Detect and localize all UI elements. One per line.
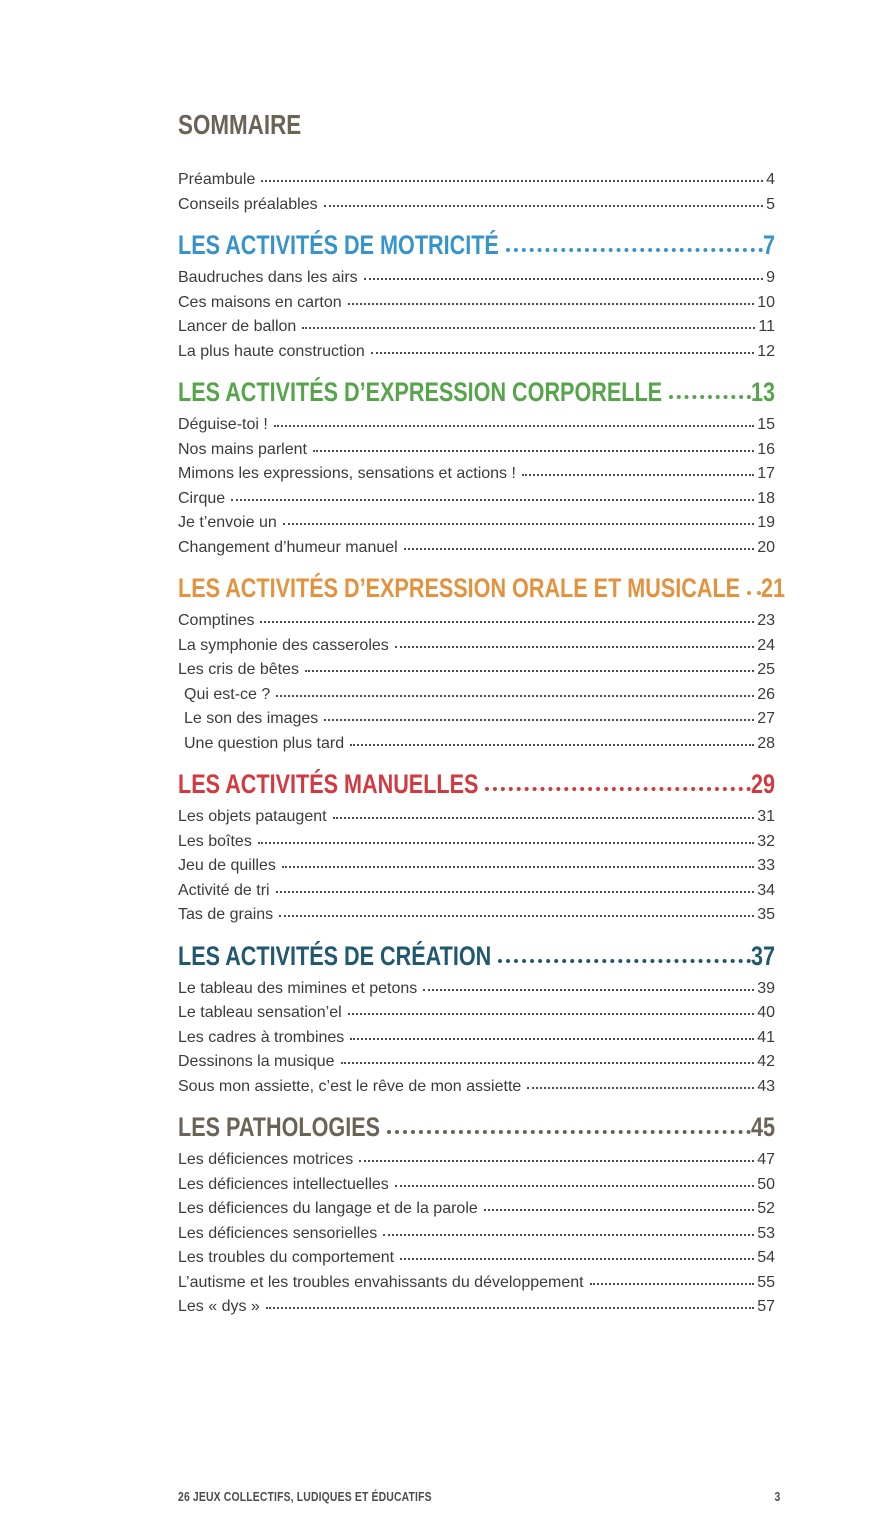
- toc-entry[interactable]: [178, 315, 775, 340]
- toc-entry[interactable]: [178, 1026, 775, 1051]
- dot-leader: [400, 1258, 754, 1260]
- section-page: 13: [750, 377, 775, 407]
- toc-entry[interactable]: [178, 266, 775, 291]
- section-page: 37: [750, 940, 775, 971]
- dot-leader: [669, 395, 751, 399]
- toc-section: [178, 230, 775, 364]
- toc-entry[interactable]: [178, 977, 775, 1002]
- toc-entry[interactable]: [178, 1295, 775, 1320]
- toc-entry-label: Activité de tri: [178, 881, 270, 899]
- dot-leader: [313, 450, 754, 452]
- toc-entry-page: 10: [757, 293, 775, 311]
- toc-entry-label: Nos mains parlent: [178, 440, 307, 458]
- toc-entry-page: 17: [757, 465, 775, 482]
- toc-entry[interactable]: [178, 487, 775, 512]
- toc-entry[interactable]: [178, 1148, 775, 1173]
- page-title: SOMMAIRE: [178, 109, 302, 140]
- section-heading[interactable]: [178, 573, 786, 603]
- toc-entry-label: Jeu de quilles: [178, 857, 276, 874]
- toc-entry[interactable]: [178, 732, 775, 757]
- section-title: LES ACTIVITÉS D’EXPRESSION ORALE ET MUSICALE: [178, 573, 741, 603]
- dot-leader: [283, 523, 754, 525]
- dot-leader: [258, 842, 754, 844]
- dot-leader: [279, 915, 754, 917]
- dot-leader: [383, 1234, 754, 1236]
- toc-entry[interactable]: [178, 1246, 775, 1271]
- section-title: LES ACTIVITÉS DE MOTRICITÉ: [178, 230, 499, 260]
- toc-entry[interactable]: [178, 340, 775, 365]
- toc-entry-label: Préambule: [178, 171, 256, 188]
- toc-entry-label: Comptines: [178, 612, 255, 629]
- toc-entry-label: Qui est-ce ?: [184, 685, 271, 703]
- toc-entry[interactable]: [178, 511, 775, 536]
- toc-section: [178, 941, 775, 1100]
- toc-section: [178, 769, 775, 928]
- toc-entry-page: 33: [757, 857, 775, 874]
- toc-entry[interactable]: [178, 903, 775, 928]
- toc-entry-label: Mimons les expressions, sensations et actions !: [178, 465, 516, 482]
- toc-entry-page: 16: [757, 440, 775, 458]
- dot-leader: [404, 548, 755, 550]
- dot-leader: [260, 621, 754, 623]
- toc-entry[interactable]: [178, 168, 775, 193]
- toc-entry-page: 47: [757, 1151, 775, 1168]
- toc-entry[interactable]: [178, 707, 775, 732]
- toc-section: [178, 377, 775, 560]
- section-page: 7: [762, 230, 775, 260]
- toc-entry-page: 11: [758, 318, 775, 335]
- toc-entry-page: 40: [757, 1004, 775, 1021]
- toc-entry[interactable]: [178, 462, 775, 487]
- toc-entry-page: 5: [766, 195, 775, 213]
- toc-entry-label: Le tableau des mimines et petons: [178, 979, 418, 997]
- dot-leader: [282, 866, 754, 868]
- section-title: LES ACTIVITÉS D’EXPRESSION CORPORELLE: [178, 377, 663, 407]
- toc-entry-page: 23: [757, 612, 775, 629]
- dot-leader: [485, 787, 751, 791]
- toc-entry-page: 31: [757, 808, 775, 825]
- dot-leader: [371, 352, 754, 354]
- dot-leader: [498, 959, 751, 963]
- toc-entry[interactable]: [178, 658, 775, 683]
- toc-entry-label: Ces maisons en carton: [178, 293, 342, 311]
- dot-leader: [364, 278, 763, 280]
- toc-entry[interactable]: [178, 683, 775, 708]
- toc-entry[interactable]: [178, 634, 775, 659]
- section-title: LES ACTIVITÉS DE CRÉATION: [178, 940, 492, 971]
- toc-entry-label: L’autisme et les troubles envahissants du développement: [178, 1273, 584, 1291]
- dot-leader: [747, 591, 761, 595]
- section-heading[interactable]: [178, 769, 775, 799]
- toc-entry-label: Les « dys »: [178, 1298, 260, 1315]
- toc-entry[interactable]: [178, 830, 775, 855]
- dot-leader: [350, 744, 754, 746]
- toc-entry-page: 35: [757, 906, 775, 923]
- dot-leader: [527, 1087, 754, 1089]
- toc-entry[interactable]: [178, 1050, 775, 1075]
- toc-entry-page: 19: [757, 514, 775, 531]
- section-heading[interactable]: [178, 1112, 775, 1142]
- toc-entry-label: La plus haute construction: [178, 342, 365, 360]
- toc-entry-page: 9: [766, 269, 775, 286]
- toc-entry-page: 43: [757, 1077, 775, 1095]
- toc-entry-page: 20: [757, 538, 775, 556]
- toc-entry[interactable]: [178, 1075, 775, 1100]
- toc-entry[interactable]: [178, 1001, 775, 1026]
- dot-leader: [276, 695, 754, 697]
- dot-leader: [266, 1307, 754, 1309]
- toc-entry[interactable]: [178, 291, 775, 316]
- section-page: 21: [761, 573, 786, 603]
- toc-entry-page: 15: [757, 416, 775, 433]
- section-heading[interactable]: [178, 941, 775, 971]
- toc-section: [178, 573, 786, 756]
- toc-entry[interactable]: [178, 1197, 775, 1222]
- toc-entry[interactable]: [178, 1173, 775, 1198]
- toc-section: [178, 1112, 775, 1320]
- section-heading[interactable]: [178, 230, 775, 260]
- toc-entry[interactable]: [178, 1271, 775, 1296]
- dot-leader: [506, 248, 763, 252]
- dot-leader: [348, 303, 755, 305]
- toc-entry-label: Lancer de ballon: [178, 318, 297, 335]
- dot-leader: [324, 719, 754, 721]
- toc-entry-page: 50: [757, 1175, 775, 1193]
- dot-leader: [341, 1062, 755, 1064]
- toc-sections: [178, 230, 786, 1320]
- section-title: LES ACTIVITÉS MANUELLES: [178, 769, 479, 799]
- dot-leader: [261, 180, 763, 182]
- toc-entry-page: 26: [757, 685, 775, 703]
- toc-entry-page: 27: [757, 710, 775, 727]
- toc-entry-label: Les cadres à trombines: [178, 1028, 345, 1046]
- dot-leader: [423, 989, 754, 991]
- dot-leader: [231, 499, 754, 501]
- dot-leader: [522, 474, 754, 476]
- page-footer: [178, 1489, 780, 1504]
- dot-leader: [324, 205, 763, 207]
- toc-entry-label: Conseils préalables: [178, 195, 318, 213]
- section-heading[interactable]: [178, 377, 775, 407]
- footer-page-number: 3: [774, 1489, 780, 1504]
- toc-entry-label: Les déficiences sensorielles: [178, 1224, 378, 1242]
- toc-entry-label: Déguise-toi !: [178, 416, 268, 433]
- toc-entry-page: 55: [757, 1273, 775, 1291]
- toc-entry-label: Tas de grains: [178, 906, 274, 923]
- dot-leader: [302, 327, 755, 329]
- toc-entry-page: 32: [757, 832, 775, 850]
- toc-entry-page: 39: [757, 979, 775, 997]
- toc-entry-label: Cirque: [178, 489, 226, 507]
- toc-entry-label: Je t’envoie un: [178, 514, 277, 531]
- toc-entry[interactable]: [178, 854, 775, 879]
- toc-entry[interactable]: [178, 413, 775, 438]
- toc-entry-page: 4: [766, 171, 775, 188]
- toc-entry-label: Le son des images: [184, 710, 319, 727]
- dot-leader: [359, 1160, 754, 1162]
- dot-leader: [387, 1130, 751, 1134]
- footer-book-title: 26 JEUX COLLECTIFS, LUDIQUES ET ÉDUCATIFS: [178, 1489, 432, 1504]
- toc-entry-page: 42: [757, 1053, 775, 1070]
- toc-entry-page: 12: [757, 342, 775, 360]
- dot-leader: [484, 1209, 754, 1211]
- toc-entry[interactable]: [178, 1222, 775, 1247]
- toc-entry-page: 53: [757, 1224, 775, 1242]
- toc-entry[interactable]: [178, 193, 775, 218]
- dot-leader: [333, 817, 755, 819]
- dot-leader: [590, 1283, 755, 1285]
- front-matter-list: [178, 168, 775, 217]
- toc-entry-page: 41: [757, 1028, 775, 1046]
- toc-entry-label: Les objets pataugent: [178, 808, 327, 825]
- toc-entry-label: Les boîtes: [178, 832, 252, 850]
- toc-entry[interactable]: [178, 536, 775, 561]
- toc-entry-label: Les déficiences intellectuelles: [178, 1175, 389, 1193]
- toc-entry-label: Sous mon assiette, c’est le rêve de mon assiette: [178, 1077, 522, 1095]
- toc-entry-page: 34: [757, 881, 775, 899]
- dot-leader: [350, 1038, 754, 1040]
- toc-entry-page: 57: [757, 1298, 775, 1315]
- dot-leader: [395, 646, 754, 648]
- toc-entry-label: Le tableau sensation’el: [178, 1004, 342, 1021]
- toc-entry[interactable]: [178, 879, 775, 904]
- toc-entry[interactable]: [178, 805, 775, 830]
- toc-entry-label: Changement d’humeur manuel: [178, 538, 398, 556]
- section-page: 29: [750, 769, 775, 799]
- toc-entry-label: La symphonie des casseroles: [178, 636, 389, 654]
- toc-entry[interactable]: [178, 438, 775, 463]
- toc-entry-label: Une question plus tard: [184, 734, 345, 752]
- toc-entry-page: 28: [757, 734, 775, 752]
- toc-entry-page: 18: [757, 489, 775, 507]
- toc-entry-label: Les cris de bêtes: [178, 661, 299, 678]
- dot-leader: [395, 1185, 754, 1187]
- toc-entry-label: Dessinons la musique: [178, 1053, 335, 1070]
- dot-leader: [274, 425, 754, 427]
- dot-leader: [348, 1013, 755, 1015]
- toc-entry-page: 54: [757, 1249, 775, 1266]
- toc-entry-label: Baudruches dans les airs: [178, 269, 358, 286]
- toc-entry-label: Les troubles du comportement: [178, 1249, 395, 1266]
- dot-leader: [276, 891, 755, 893]
- dot-leader: [305, 670, 754, 672]
- toc-entry-label: Les déficiences du langage et de la parole: [178, 1200, 478, 1217]
- toc-entry-label: Les déficiences motrices: [178, 1151, 354, 1168]
- section-page: 45: [750, 1112, 775, 1142]
- toc-entry[interactable]: [178, 609, 775, 634]
- toc-entry-page: 52: [757, 1200, 775, 1217]
- toc-entry-page: 25: [757, 661, 775, 678]
- section-title: LES PATHOLOGIES: [178, 1112, 381, 1142]
- toc-entry-page: 24: [757, 636, 775, 654]
